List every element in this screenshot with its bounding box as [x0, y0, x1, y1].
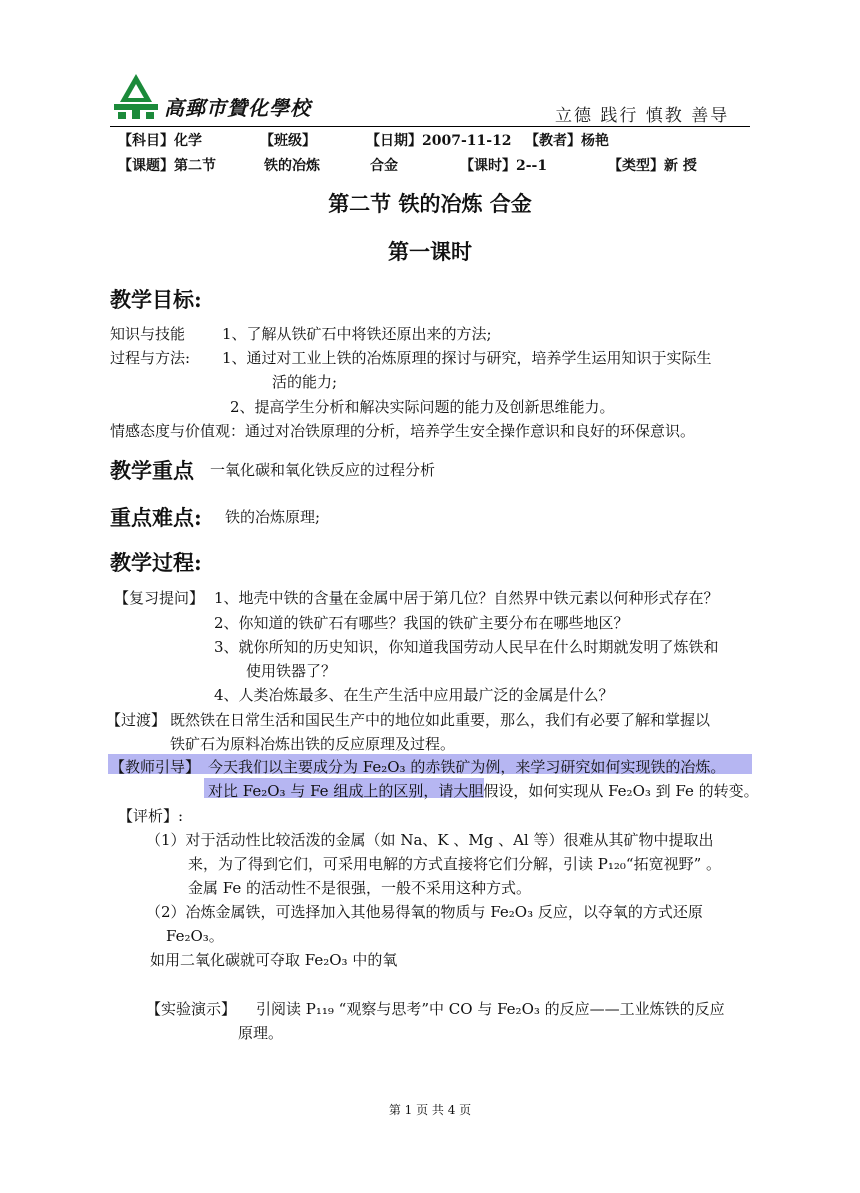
transition-label: 【过渡】 — [106, 711, 167, 729]
analysis-1: （1）对于活动性比较活泼的金属（如 Na、K 、Mg 、Al 等）很难从其矿物中提取出 — [146, 831, 714, 849]
meta-topic-name: 铁的冶炼 — [264, 158, 320, 174]
guide-text-highlighted: 对比 Fe₂O₃ 与 Fe 组成上的区别，请大胆 — [208, 782, 484, 800]
page-subtitle: 第一课时 — [388, 239, 472, 264]
school-logo — [108, 70, 311, 122]
meta-subject: 【科目】化学 — [118, 133, 202, 149]
guide-text-cont — [208, 780, 759, 801]
experiment-label: 【实验演示】 — [146, 1000, 237, 1018]
school-logo-text: 高郵市贊化學校 — [164, 96, 311, 120]
school-emblem-icon — [108, 72, 164, 120]
review-q3-cont: 使用铁器了？ — [246, 662, 337, 680]
guide-label: 【教师引导】 — [110, 758, 201, 776]
process-item-2: 2、提高学生分析和解决实际问题的能力及创新思维能力。 — [230, 398, 615, 416]
transition-text: 既然铁在日常生活和国民生产中的地位如此重要，那么，我们有必要了解和掌握以 — [170, 711, 711, 729]
school-motto: 立德 践行 慎教 善导 — [555, 106, 730, 126]
meta-topic: 【课题】第二节 — [118, 158, 216, 174]
analysis-2: （2）冶炼金属铁，可选择加入其他易得氧的物质与 Fe₂O₃ 反应，以夺氧的方式还原 — [146, 903, 703, 921]
process-item-1-cont: 活的能力; — [272, 373, 338, 391]
review-label: 【复习提问】 — [114, 589, 205, 607]
page-number: 第 1 页 共 4 页 — [388, 1103, 472, 1117]
meta-type: 【类型】新 授 — [608, 158, 697, 174]
review-q4: 4、人类冶炼最多、在生产生活中应用最广泛的金属是什么？ — [214, 686, 614, 704]
emotion-objective: 情感态度与价值观：通过对冶铁原理的分析，培养学生安全操作意识和良好的环保意识。 — [110, 422, 696, 440]
difficulty-text: 铁的冶炼原理; — [225, 508, 321, 526]
key-point-heading: 教学重点 — [110, 458, 194, 483]
header-divider — [110, 126, 750, 127]
review-q3: 3、就你所知的历史知识，你知道我国劳动人民早在什么时期就发明了炼铁和 — [214, 638, 719, 656]
analysis-1-cont2: 金属 Fe 的活动性不是很强，一般不采用这种方式。 — [188, 879, 532, 897]
experiment-text: 引阅读 P₁₁₉ “观察与思考”中 CO 与 Fe₂O₃ 的反应——工业炼铁的反应 — [256, 1000, 725, 1018]
transition-text-cont: 铁矿石为原料冶炼出铁的反应原理及过程。 — [170, 735, 456, 753]
meta-period: 【课时】2--1 — [460, 158, 548, 174]
process-item-1: 1、通过对工业上铁的冶炼原理的探讨与研究，培养学生运用知识于实际生 — [222, 349, 712, 367]
meta-topic-alloy: 合金 — [370, 158, 398, 174]
key-point-text: 一氧化碳和氧化铁反应的过程分析 — [210, 461, 436, 479]
guide-text: 今天我们以主要成分为 Fe₂O₃ 的赤铁矿为例，来学习研究如何实现铁的冶炼。 — [208, 758, 726, 776]
meta-teacher: 【教者】杨艳 — [525, 133, 609, 149]
page-title: 第二节 铁的冶炼 合金 — [328, 191, 532, 216]
guide-text-rest: 假设，如何实现从 Fe₂O₃ 到 Fe 的转变。 — [483, 782, 759, 800]
analysis-3: 如用二氧化碳就可夺取 Fe₂O₃ 中的氧 — [150, 951, 398, 969]
review-q2: 2、你知道的铁矿石有哪些？我国的铁矿主要分布在哪些地区？ — [214, 614, 629, 632]
objectives-heading: 教学目标: — [110, 287, 202, 312]
analysis-1-cont: 来，为了得到它们，可采用电解的方式直接将它们分解，引读 P₁₂₀“拓宽视野” 。 — [188, 855, 722, 873]
review-q1: 1、地壳中铁的含量在金属中居于第几位？自然界中铁元素以何种形式存在？ — [214, 589, 719, 607]
analysis-2-cont: Fe₂O₃。 — [166, 927, 224, 945]
analysis-label: 【评析】: — [118, 807, 184, 825]
meta-class: 【班级】 — [260, 133, 316, 149]
difficulty-heading: 重点难点: — [110, 505, 202, 530]
process-heading: 教学过程: — [110, 550, 202, 575]
knowledge-text: 1、了解从铁矿石中将铁还原出来的方法; — [222, 325, 492, 343]
knowledge-label: 知识与技能 — [110, 325, 186, 343]
process-label: 过程与方法: — [110, 349, 191, 367]
experiment-text-cont: 原理。 — [238, 1024, 284, 1042]
meta-date: 【日期】2007-11-12 — [366, 133, 512, 149]
